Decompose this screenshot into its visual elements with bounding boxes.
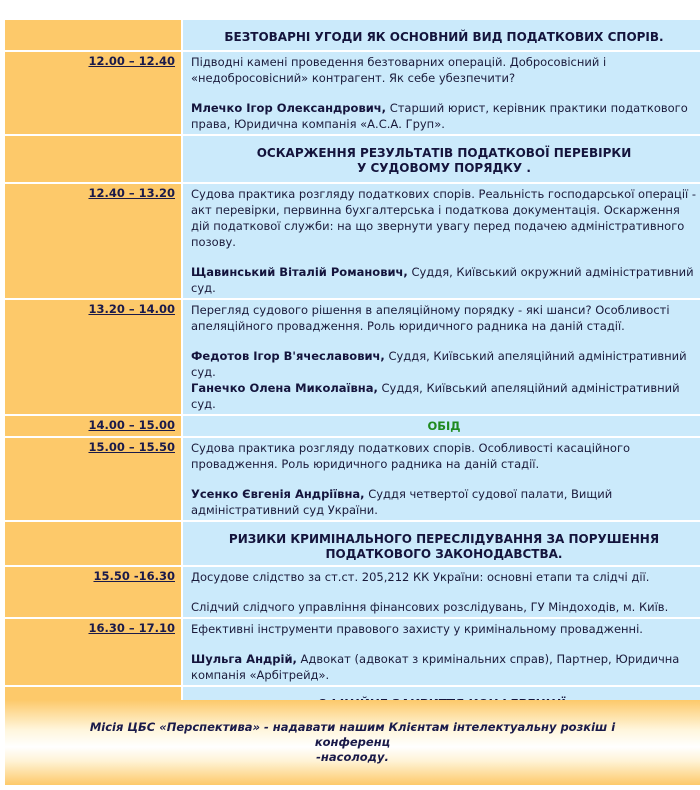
content-cell xyxy=(183,300,700,414)
time-cell xyxy=(5,136,183,182)
content-cell xyxy=(183,184,700,298)
speaker xyxy=(191,264,697,296)
content-cell xyxy=(183,52,700,134)
speaker xyxy=(191,651,697,683)
time-cell xyxy=(5,20,183,50)
speaker-role: Адвокат (адвокат з кримінальних справ), Партнер, Юридична компанія «Арбітрейд». xyxy=(191,652,680,682)
session-topic: Підводні камені проведення безтоварних операцій. Добросовісний і «недобросовісний» контрагент. Як себе убезпечити? xyxy=(191,55,607,85)
speaker-name: Шульга Андрій, xyxy=(191,652,297,666)
time-cell xyxy=(5,52,183,134)
time-slot: 16.30 – 17.10 xyxy=(88,621,175,635)
time-cell xyxy=(5,567,183,617)
content-cell xyxy=(183,416,700,436)
speaker xyxy=(191,599,697,615)
schedule-row-section xyxy=(5,522,700,565)
speaker-role: Суддя, Київський окружний адміністративний суд. xyxy=(191,265,694,295)
speaker-name: Ганечко Олена Миколаївна, xyxy=(191,381,378,395)
schedule-row-session xyxy=(5,567,700,617)
section-title: РИЗИКИ КРИМІНАЛЬНОГО ПЕРЕСЛІДУВАННЯ ЗА ПОРУШЕННЯ xyxy=(228,532,660,546)
time-cell xyxy=(5,522,183,565)
section-title: У СУДОВОМУ ПОРЯДКУ . xyxy=(357,161,531,175)
schedule-row-session xyxy=(5,619,700,685)
schedule-row-session xyxy=(5,52,700,134)
spacer xyxy=(191,637,697,651)
session-topic: Судова практика розгляду податкових спорів. Реальність господарської операції - акт перевірки, первинна бухгалтерська і податкова документація. Оскарження дій податкової служби: на що звернути увагу перед подачею адміністративного позову. xyxy=(191,187,697,249)
time-slot: 12.40 – 13.20 xyxy=(88,186,175,200)
time-cell xyxy=(5,619,183,685)
mission-banner xyxy=(5,700,700,785)
session-topic: Судова практика розгляду податкових спорів. Особливості касаційного провадження. Роль юридичного радника на даній стадії. xyxy=(191,441,631,471)
mission-line-1: Місія ЦБС «Перспектива» - надавати нашим Клієнтам інтелектуальну розкіш і конференц xyxy=(89,720,616,749)
time-slot: 14.00 – 15.00 xyxy=(88,418,175,432)
time-slot: 15.00 – 15.50 xyxy=(88,440,175,454)
speaker-role: Слідчий слідчого управління фінансових розслідувань, ГУ Міндоходів, м. Київ. xyxy=(191,600,669,614)
content-cell xyxy=(183,136,700,182)
time-cell xyxy=(5,438,183,520)
section-title: ПОДАТКОВОГО ЗАКОНОДАВСТВА. xyxy=(325,547,563,561)
spacer xyxy=(191,334,697,348)
speaker-role: Суддя, Київський апеляційний адміністративний суд. xyxy=(191,381,680,411)
speaker-name: Усенко Євгенія Андріївна, xyxy=(191,487,365,501)
section-title: ОСКАРЖЕННЯ РЕЗУЛЬТАТІВ ПОДАТКОВОЇ ПЕРЕВІРКИ xyxy=(256,146,632,160)
content-cell xyxy=(183,438,700,520)
schedule-row-session xyxy=(5,184,700,298)
speaker-name: Млечко Ігор Олександрович, xyxy=(191,101,387,115)
spacer xyxy=(191,472,697,486)
speaker-role: Старший юрист, керівник практики податкового права, Юридична компанія «А.С.А. Груп». xyxy=(191,101,688,131)
mission-line-2: -насолоду. xyxy=(316,750,389,764)
speaker xyxy=(191,348,697,380)
schedule-table xyxy=(5,20,700,748)
lunch-label: ОБІД xyxy=(427,419,461,433)
speaker-name: Федотов Ігор В'ячеславович, xyxy=(191,349,385,363)
time-slot: 15.50 -16.30 xyxy=(93,569,175,583)
content-cell xyxy=(183,567,700,617)
schedule-row-section xyxy=(5,136,700,182)
session-topic: Перегляд судового рішення в апеляційному порядку - які шанси? Особливості апеляційного провадження. Роль юридичного радника на даній стадії. xyxy=(191,303,670,333)
speaker xyxy=(191,100,697,132)
content-cell xyxy=(183,619,700,685)
time-cell xyxy=(5,184,183,298)
section-title: БЕЗТОВАРНІ УГОДИ ЯК ОСНОВНИЙ ВИД ПОДАТКОВИХ СПОРІВ. xyxy=(224,30,664,44)
schedule-row-session xyxy=(5,300,700,414)
speaker xyxy=(191,486,697,518)
session-topic: Ефективні інструменти правового захисту у кримінальному провадженні. xyxy=(191,622,643,636)
schedule-row-session xyxy=(5,438,700,520)
time-slot: 13.20 – 14.00 xyxy=(88,302,175,316)
spacer xyxy=(191,585,697,599)
session-topic: Досудове слідство за ст.ст. 205,212 КК України: основні етапи та слідчі дії. xyxy=(191,570,650,584)
content-cell xyxy=(183,522,700,565)
time-cell xyxy=(5,300,183,414)
speaker-role: Суддя, Київський апеляційний адміністративний суд. xyxy=(191,349,687,379)
schedule-row-lunch xyxy=(5,416,700,436)
spacer xyxy=(191,86,697,100)
time-slot: 12.00 – 12.40 xyxy=(88,54,175,68)
speaker-name: Щавинський Віталій Романович, xyxy=(191,265,408,279)
speaker xyxy=(191,380,697,412)
mission-text xyxy=(53,720,653,765)
content-cell xyxy=(183,20,700,50)
schedule-row-section xyxy=(5,20,700,50)
spacer xyxy=(191,250,697,264)
time-cell xyxy=(5,416,183,436)
speaker-role: Суддя четвертої судової палати, Вищий адміністративний суд України. xyxy=(191,487,613,517)
